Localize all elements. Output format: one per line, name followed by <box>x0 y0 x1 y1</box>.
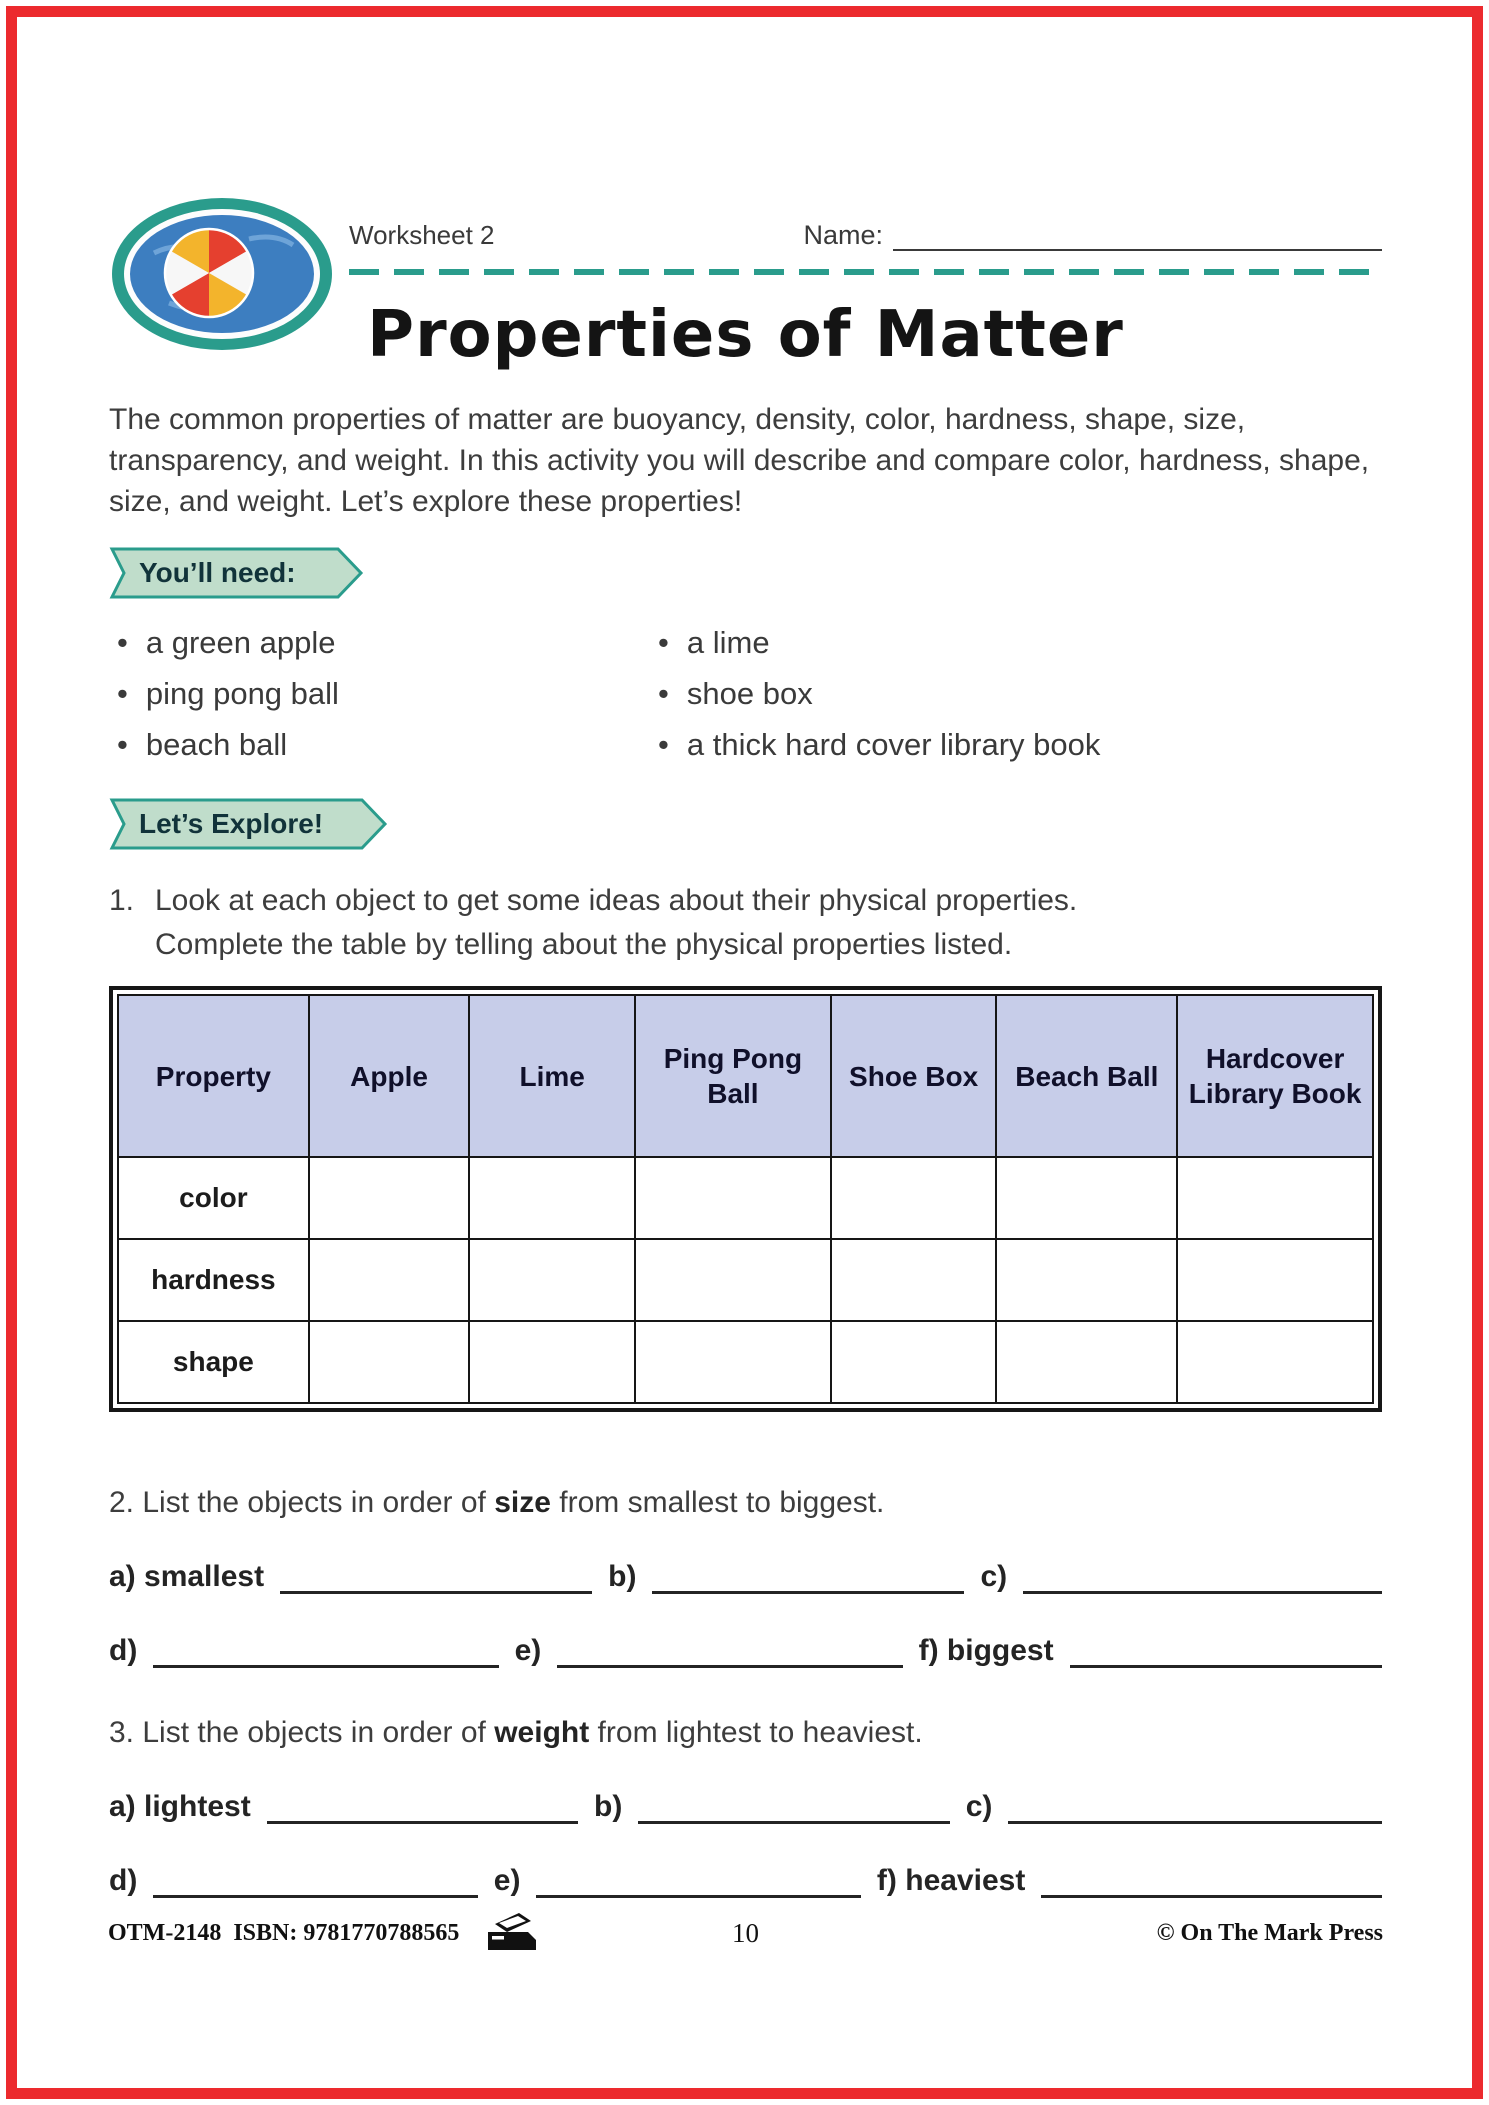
table-cell <box>635 1157 831 1239</box>
question-2-prompt <box>109 1486 1382 1520</box>
question-2-keyword: size <box>494 1486 551 1520</box>
question-1-text <box>155 879 1077 966</box>
row-header-shape: shape <box>118 1321 309 1403</box>
table-cell <box>309 1157 470 1239</box>
table-cell <box>635 1239 831 1321</box>
answer-blank-line <box>536 1859 860 1898</box>
question-1 <box>109 879 1382 966</box>
dashed-divider <box>349 269 1382 275</box>
answer-label: f) heaviest <box>876 1864 1026 1898</box>
bullet-icon: • <box>117 727 128 763</box>
list-item-label: a lime <box>686 625 770 661</box>
answer-line <box>109 1778 1382 1824</box>
list-item <box>650 671 1382 716</box>
answer-blank-line <box>1070 1629 1382 1668</box>
youll-need-banner-label: You’ll need: <box>139 557 296 589</box>
list-item-label: ping pong ball <box>145 676 339 712</box>
answer-line <box>109 1622 1382 1668</box>
answer-label: d) <box>109 1634 138 1668</box>
table-cell <box>1177 1321 1373 1403</box>
table-cell <box>309 1321 470 1403</box>
question-3-prompt-suffix: from lightest to heaviest. <box>589 1716 923 1750</box>
column-header-property: Property <box>118 995 309 1157</box>
worksheet-number-label: Worksheet 2 <box>349 220 495 250</box>
table-cell <box>469 1321 635 1403</box>
list-item <box>650 620 1382 665</box>
table-cell <box>831 1239 997 1321</box>
page-footer <box>108 1908 1383 1959</box>
footer-copyright: © On The Mark Press <box>1156 1920 1383 1946</box>
youll-need-banner <box>109 546 367 600</box>
bullet-icon: • <box>658 676 669 712</box>
table-row-color <box>118 1157 1373 1239</box>
footer-isbn: OTM-2148 ISBN: 9781770788565 <box>108 1920 460 1946</box>
question-3-prompt-prefix: 3. List the objects in order of <box>109 1716 495 1750</box>
column-header-shoe-box: Shoe Box <box>831 995 997 1157</box>
answer-label: a) lightest <box>109 1790 251 1824</box>
list-item-label: a green apple <box>145 625 336 661</box>
table-row-shape <box>118 1321 1373 1403</box>
question-1-number: 1. <box>109 884 135 918</box>
bullet-icon: • <box>117 676 128 712</box>
bullet-icon: • <box>658 625 669 661</box>
list-item <box>650 722 1382 767</box>
answer-label: e) <box>514 1634 542 1668</box>
footer-page-number: 10 <box>732 1918 759 1948</box>
footer-left <box>108 1908 681 1959</box>
question-2-prompt-prefix: 2. List the objects in order of <box>109 1486 495 1520</box>
answer-blank-line <box>638 1785 949 1824</box>
table-cell <box>996 1239 1177 1321</box>
answer-blank-line <box>1041 1859 1382 1898</box>
table-cell <box>1177 1157 1373 1239</box>
table-cell <box>831 1321 997 1403</box>
intro-paragraph: The common properties of matter are buoyancy, density, color, hardness, shape, size, transparency, and weight. In this activity you will describe and compare color, hardness, shape, size, and weight. Let’s explore these properties! <box>109 403 1370 519</box>
answer-blank-line <box>280 1555 592 1594</box>
answer-blank-line <box>1008 1785 1382 1824</box>
table-cell <box>469 1239 635 1321</box>
lets-explore-banner-label: Let’s Explore! <box>139 808 324 840</box>
name-field <box>804 219 1382 251</box>
list-item-label: a thick hard cover library book <box>686 727 1101 763</box>
answer-line <box>109 1548 1382 1594</box>
name-blank-line <box>893 219 1382 251</box>
answer-label: a) smallest <box>109 1560 265 1594</box>
answer-line <box>109 1852 1382 1898</box>
answer-label: b) <box>608 1560 637 1594</box>
table-cell <box>996 1321 1177 1403</box>
answer-label: d) <box>109 1864 138 1898</box>
question-1-line-1: Look at each object to get some ideas about their physical properties. <box>155 884 1078 918</box>
list-item-label: beach ball <box>145 727 288 763</box>
properties-table-frame <box>109 986 1382 1412</box>
answer-blank-line <box>557 1629 902 1668</box>
bullet-icon: • <box>117 625 128 661</box>
column-header-ping-pong-ball: Ping Pong Ball <box>635 995 831 1157</box>
question-2-prompt-suffix: from smallest to biggest. <box>550 1486 885 1520</box>
answer-label: e) <box>493 1864 521 1898</box>
header-top-line <box>349 219 1382 251</box>
answer-label: f) biggest <box>918 1634 1054 1668</box>
column-header-apple: Apple <box>309 995 470 1157</box>
page-title: Properties of Matter <box>367 298 1124 372</box>
photocopier-icon <box>483 1908 541 1959</box>
answer-label: c) <box>965 1790 993 1824</box>
list-item <box>109 620 650 665</box>
answer-blank-line <box>153 1859 477 1898</box>
question-3-keyword: weight <box>494 1716 590 1750</box>
answer-label: c) <box>980 1560 1008 1594</box>
row-header-hardness: hardness <box>118 1239 309 1321</box>
table-cell <box>831 1157 997 1239</box>
table-cell <box>1177 1239 1373 1321</box>
materials-list <box>109 620 1382 767</box>
question-1-line-2: Complete the table by telling about the physical properties listed. <box>155 927 1013 961</box>
table-header-row <box>118 995 1373 1157</box>
table-cell <box>469 1157 635 1239</box>
list-item <box>109 722 650 767</box>
page-content <box>17 17 1472 2088</box>
column-header-hardcover-library-book: Hardcover Library Book <box>1177 995 1373 1157</box>
answer-label: b) <box>594 1790 623 1824</box>
name-label: Name: <box>803 220 884 250</box>
column-header-lime: Lime <box>469 995 635 1157</box>
answer-blank-line <box>153 1629 498 1668</box>
bullet-icon: • <box>658 727 669 763</box>
table-row-hardness <box>118 1239 1373 1321</box>
question-2 <box>109 1486 1382 1668</box>
table-cell <box>635 1321 831 1403</box>
answer-blank-line <box>652 1555 964 1594</box>
properties-table <box>117 994 1374 1404</box>
table-cell <box>309 1239 470 1321</box>
list-item <box>109 671 650 716</box>
question-3 <box>109 1716 1382 1898</box>
answer-blank-line <box>1023 1555 1382 1594</box>
row-header-color: color <box>118 1157 309 1239</box>
question-3-prompt <box>109 1716 1382 1750</box>
lets-explore-banner <box>109 797 391 851</box>
table-cell <box>996 1157 1177 1239</box>
beach-ball-logo-icon <box>109 195 335 353</box>
answer-blank-line <box>267 1785 578 1824</box>
column-header-beach-ball: Beach Ball <box>996 995 1177 1157</box>
list-item-label: shoe box <box>686 676 813 712</box>
